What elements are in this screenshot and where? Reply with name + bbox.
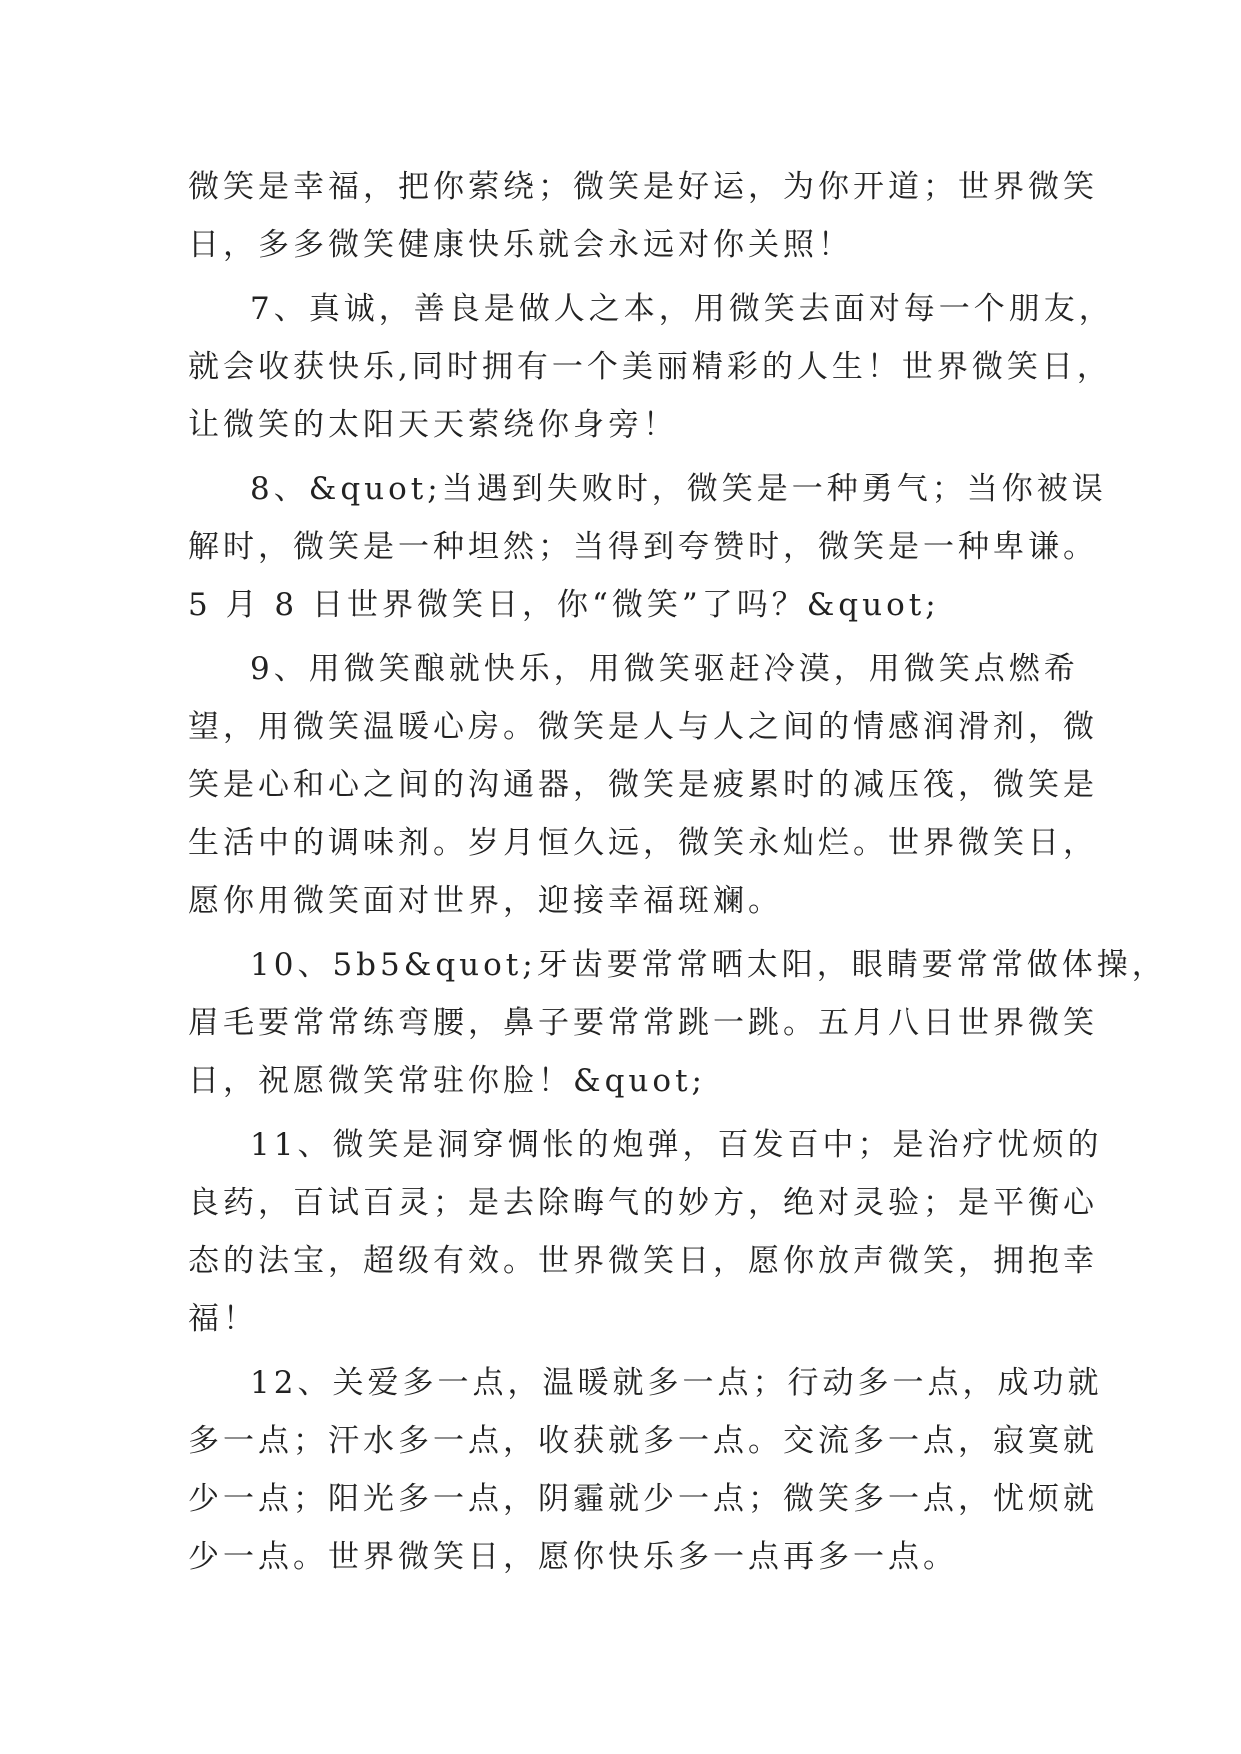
paragraph-item-9 <box>188 640 1098 930</box>
text-line: 日，多多微笑健康快乐就会永远对你关照！ <box>188 227 853 263</box>
text-line: 微笑是幸福，把你萦绕；微笑是好运，为你开道；世界微笑 <box>188 169 1098 205</box>
text-line: 态的法宝，超级有效。世界微笑日，愿你放声微笑，拥抱幸 <box>188 1243 1098 1279</box>
document-body <box>188 158 1167 1586</box>
paragraph-item-7 <box>188 280 1114 454</box>
text-line: 望，用微笑温暖心房。微笑是人与人之间的情感润滑剂，微 <box>188 709 1098 745</box>
text-line: 就会收获快乐,同时拥有一个美丽精彩的人生！世界微笑日， <box>188 349 1112 385</box>
text-line: 生活中的调味剂。岁月恒久远，微笑永灿烂。世界微笑日， <box>188 825 1098 861</box>
text-line: 让微笑的太阳天天萦绕你身旁！ <box>188 407 678 443</box>
text-line: 解时，微笑是一种坦然；当得到夸赞时，微笑是一种卑谦。 <box>188 529 1098 565</box>
text-line: 10、5b5&quot;牙齿要常常晒太阳，眼睛要常常做体操， <box>250 947 1167 983</box>
text-line: 福！ <box>188 1301 258 1337</box>
paragraph-item-8 <box>188 460 1107 634</box>
text-line: 5 月 8 日世界微笑日，你“微笑”了吗？&quot; <box>188 587 940 623</box>
text-line: 7、真诚，善良是做人之本，用微笑去面对每一个朋友， <box>250 291 1114 327</box>
text-line: 12、关爱多一点，温暖就多一点；行动多一点，成功就 <box>250 1365 1103 1401</box>
text-line: 11、微笑是洞穿惆怅的炮弹，百发百中；是治疗忧烦的 <box>250 1127 1103 1163</box>
text-line: 笑是心和心之间的沟通器，微笑是疲累时的减压筏，微笑是 <box>188 767 1098 803</box>
text-line: 多一点；汗水多一点，收获就多一点。交流多一点，寂寞就 <box>188 1423 1098 1459</box>
text-line: 愿你用微笑面对世界，迎接幸福斑斓。 <box>188 883 783 919</box>
text-line: 眉毛要常常练弯腰，鼻子要常常跳一跳。五月八日世界微笑 <box>188 1005 1098 1041</box>
text-line: 9、用微笑酿就快乐，用微笑驱赶冷漠，用微笑点燃希 <box>250 651 1079 687</box>
text-line: 良药，百试百灵；是去除晦气的妙方，绝对灵验；是平衡心 <box>188 1185 1098 1221</box>
paragraph-item-11 <box>188 1116 1103 1348</box>
text-line: 8、&quot;当遇到失败时，微笑是一种勇气；当你被误 <box>250 471 1107 507</box>
text-line: 少一点。世界微笑日，愿你快乐多一点再多一点。 <box>188 1539 958 1575</box>
paragraph-item-12 <box>188 1354 1103 1586</box>
text-line: 少一点；阳光多一点，阴霾就少一点；微笑多一点，忧烦就 <box>188 1481 1098 1517</box>
paragraph-item-10 <box>188 936 1167 1110</box>
text-line: 日，祝愿微笑常驻你脸！&quot; <box>188 1063 706 1099</box>
paragraph <box>188 158 1098 274</box>
